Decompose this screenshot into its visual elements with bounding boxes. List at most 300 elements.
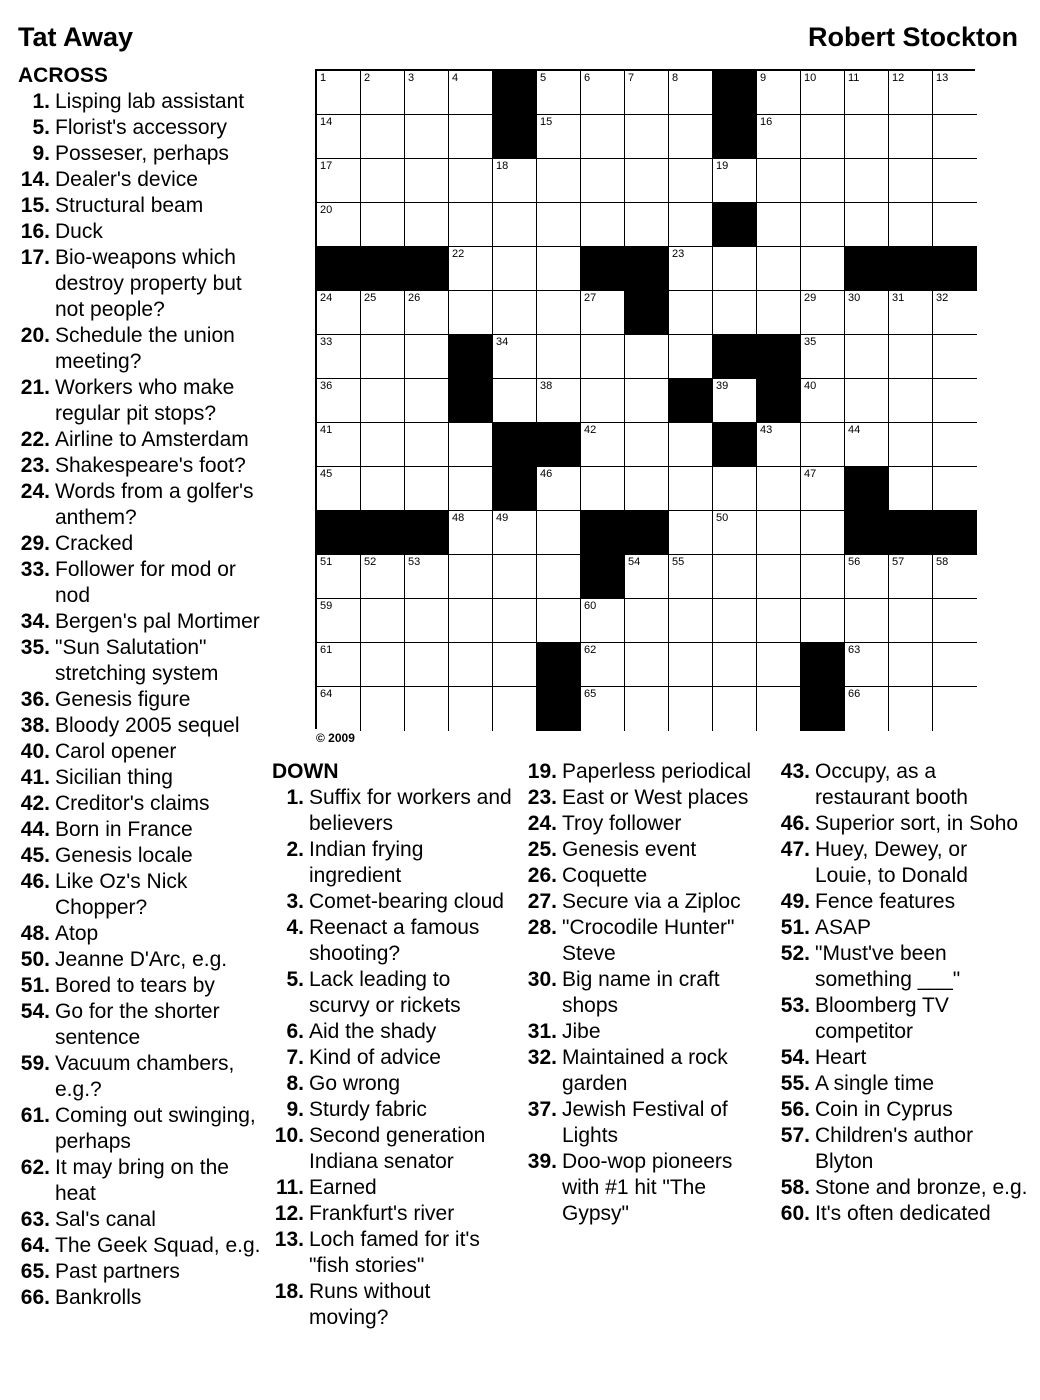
cell-number: 10: [804, 72, 817, 84]
grid-block: [625, 247, 669, 291]
grid-cell[interactable]: [317, 643, 361, 687]
cell-number: 48: [452, 512, 465, 524]
grid-cell[interactable]: [581, 335, 625, 379]
clue-number: 25.: [527, 838, 557, 861]
grid-cell[interactable]: [669, 203, 713, 247]
grid-cell[interactable]: [625, 687, 669, 731]
grid-cell[interactable]: [493, 555, 537, 599]
grid-cell[interactable]: [493, 247, 537, 291]
grid-cell[interactable]: [361, 467, 405, 511]
grid-cell[interactable]: [449, 423, 493, 467]
grid-cell[interactable]: [449, 555, 493, 599]
clue-text: Sal's canal: [55, 1208, 156, 1231]
grid-cell[interactable]: [889, 115, 933, 159]
grid-cell[interactable]: [801, 247, 845, 291]
clue-text: Coming out swinging, perhaps: [55, 1104, 256, 1153]
clue-item: [18, 921, 268, 947]
grid-cell[interactable]: [933, 115, 977, 159]
grid-cell[interactable]: [801, 335, 845, 379]
grid-cell[interactable]: [405, 203, 449, 247]
grid-block: [493, 423, 537, 467]
grid-cell[interactable]: [933, 687, 977, 731]
clue-number: 49.: [780, 890, 810, 913]
clue-number: 50.: [20, 948, 50, 971]
clue-number: 27.: [527, 890, 557, 913]
grid-cell[interactable]: [889, 599, 933, 643]
clue-item: [18, 609, 268, 635]
grid-cell[interactable]: [537, 115, 581, 159]
grid-cell[interactable]: [405, 291, 449, 335]
clue-text: Atop: [55, 922, 99, 945]
grid-cell[interactable]: [845, 203, 889, 247]
grid-cell[interactable]: [581, 643, 625, 687]
grid-cell[interactable]: [757, 247, 801, 291]
cell-number: 39: [716, 380, 729, 392]
clue-number: 26.: [527, 864, 557, 887]
clue-text: Jewish Festival of Lights: [562, 1098, 728, 1147]
clue-number: 53.: [780, 994, 810, 1017]
clue-text: Sturdy fabric: [309, 1098, 427, 1121]
grid-cell[interactable]: [757, 159, 801, 203]
grid-cell[interactable]: [361, 335, 405, 379]
clue-number: 38.: [20, 714, 50, 737]
grid-cell[interactable]: [889, 291, 933, 335]
grid-cell[interactable]: [493, 643, 537, 687]
clue-text: Fence features: [815, 890, 956, 913]
grid-cell[interactable]: [625, 71, 669, 115]
grid-cell[interactable]: [757, 291, 801, 335]
grid-cell[interactable]: [669, 159, 713, 203]
clue-text: Bankrolls: [55, 1286, 142, 1309]
grid-cell[interactable]: [889, 335, 933, 379]
grid-cell[interactable]: [801, 203, 845, 247]
grid-cell[interactable]: [669, 423, 713, 467]
grid-cell[interactable]: [625, 159, 669, 203]
grid-cell[interactable]: [933, 423, 977, 467]
grid-cell[interactable]: [317, 71, 361, 115]
grid-cell[interactable]: [581, 203, 625, 247]
grid-cell[interactable]: [493, 379, 537, 423]
grid-cell[interactable]: [449, 687, 493, 731]
grid-cell[interactable]: [933, 643, 977, 687]
grid-block: [493, 115, 537, 159]
grid-cell[interactable]: [669, 335, 713, 379]
grid-cell[interactable]: [317, 555, 361, 599]
grid-cell[interactable]: [449, 247, 493, 291]
grid-cell[interactable]: [449, 643, 493, 687]
grid-cell[interactable]: [581, 379, 625, 423]
clue-number: 3.: [286, 890, 304, 913]
grid-cell[interactable]: [889, 379, 933, 423]
grid-cell[interactable]: [889, 467, 933, 511]
grid-cell[interactable]: [625, 599, 669, 643]
clue-item: [18, 1155, 268, 1207]
grid-cell[interactable]: [713, 467, 757, 511]
grid-cell[interactable]: [581, 159, 625, 203]
grid-cell[interactable]: [449, 203, 493, 247]
grid-cell[interactable]: [757, 203, 801, 247]
grid-cell[interactable]: [537, 203, 581, 247]
grid-cell[interactable]: [581, 467, 625, 511]
grid-cell[interactable]: [361, 115, 405, 159]
grid-cell[interactable]: [581, 687, 625, 731]
clue-number: 44.: [20, 818, 50, 841]
grid-cell[interactable]: [757, 555, 801, 599]
grid-cell[interactable]: [889, 203, 933, 247]
clue-number: 62.: [20, 1156, 50, 1179]
clue-item: [525, 811, 775, 837]
clue-item: [778, 837, 1028, 889]
grid-cell[interactable]: [669, 467, 713, 511]
grid-cell[interactable]: [581, 115, 625, 159]
clue-item: [525, 915, 775, 967]
clue-number: 10.: [274, 1124, 304, 1147]
cell-number: 32: [936, 292, 949, 304]
grid-cell[interactable]: [801, 423, 845, 467]
clue-item: [18, 167, 268, 193]
grid-cell[interactable]: [713, 159, 757, 203]
clue-text: "Must've been something ___": [815, 942, 961, 991]
clue-number: 41.: [20, 766, 50, 789]
grid-cell[interactable]: [537, 247, 581, 291]
grid-cell[interactable]: [845, 643, 889, 687]
clue-text: Earned: [309, 1176, 377, 1199]
grid-cell[interactable]: [669, 71, 713, 115]
clue-number: 11.: [275, 1176, 304, 1199]
clue-number: 60.: [780, 1202, 810, 1225]
grid-cell[interactable]: [537, 71, 581, 115]
grid-cell[interactable]: [845, 423, 889, 467]
grid-cell[interactable]: [493, 599, 537, 643]
grid-cell[interactable]: [361, 423, 405, 467]
clue-item: [272, 1045, 512, 1071]
grid-cell[interactable]: [361, 203, 405, 247]
grid-cell[interactable]: [757, 71, 801, 115]
clue-number: 33.: [20, 558, 50, 581]
grid-cell[interactable]: [405, 159, 449, 203]
grid-cell[interactable]: [669, 555, 713, 599]
grid-cell[interactable]: [713, 599, 757, 643]
grid-cell[interactable]: [625, 203, 669, 247]
grid-cell[interactable]: [669, 599, 713, 643]
clue-item: [778, 811, 1028, 837]
clue-text: Shakespeare's foot?: [55, 454, 246, 477]
clue-text: Loch famed for it's "fish stories": [309, 1228, 480, 1277]
grid-cell[interactable]: [669, 643, 713, 687]
grid-cell[interactable]: [757, 115, 801, 159]
grid-cell[interactable]: [581, 599, 625, 643]
grid-cell[interactable]: [801, 159, 845, 203]
cell-number: 11: [848, 72, 860, 84]
grid-cell[interactable]: [493, 203, 537, 247]
grid-cell[interactable]: [933, 159, 977, 203]
clue-text: Paperless periodical: [562, 760, 752, 783]
grid-cell[interactable]: [801, 71, 845, 115]
grid-cell[interactable]: [933, 335, 977, 379]
grid-cell[interactable]: [581, 423, 625, 467]
grid-cell[interactable]: [845, 115, 889, 159]
grid-cell[interactable]: [405, 555, 449, 599]
grid-cell[interactable]: [361, 599, 405, 643]
grid-cell[interactable]: [317, 203, 361, 247]
grid-cell[interactable]: [713, 555, 757, 599]
grid-cell[interactable]: [933, 467, 977, 511]
clue-number: 59.: [20, 1052, 50, 1075]
grid-cell[interactable]: [581, 71, 625, 115]
grid-cell[interactable]: [669, 511, 713, 555]
grid-cell[interactable]: [317, 379, 361, 423]
clue-item: [272, 967, 512, 1019]
grid-cell[interactable]: [405, 643, 449, 687]
grid-cell[interactable]: [317, 291, 361, 335]
grid-cell[interactable]: [757, 687, 801, 731]
grid-block: [625, 511, 669, 555]
cell-number: 36: [320, 380, 333, 392]
clue-item: [18, 765, 268, 791]
clue-text: Structural beam: [55, 194, 204, 217]
clue-number: 21.: [20, 376, 50, 399]
cell-number: 61: [320, 644, 333, 656]
clue-item: [18, 323, 268, 375]
clue-number: 5.: [286, 968, 304, 991]
grid-cell[interactable]: [317, 159, 361, 203]
cell-number: 34: [496, 336, 509, 348]
clue-item: [18, 1285, 268, 1311]
grid-block: [889, 247, 933, 291]
grid-block: [669, 379, 713, 423]
clue-text: The Geek Squad, e.g.: [55, 1234, 261, 1257]
grid-cell[interactable]: [537, 555, 581, 599]
clue-item: [778, 1201, 1028, 1227]
grid-cell[interactable]: [933, 71, 977, 115]
clue-item: [272, 837, 512, 889]
clue-text: Genesis locale: [55, 844, 193, 867]
grid-cell[interactable]: [317, 467, 361, 511]
grid-cell[interactable]: [317, 115, 361, 159]
grid-cell[interactable]: [713, 379, 757, 423]
grid-cell[interactable]: [757, 467, 801, 511]
grid-cell[interactable]: [889, 555, 933, 599]
cell-number: 45: [320, 468, 333, 480]
clue-text: Children's author Blyton: [815, 1124, 974, 1173]
grid-cell[interactable]: [537, 291, 581, 335]
grid-cell[interactable]: [933, 599, 977, 643]
grid-cell[interactable]: [845, 379, 889, 423]
clue-item: [18, 557, 268, 609]
clue-item: [18, 479, 268, 531]
grid-cell[interactable]: [317, 687, 361, 731]
grid-cell[interactable]: [801, 599, 845, 643]
clue-text: Bloody 2005 sequel: [55, 714, 240, 737]
grid-cell[interactable]: [361, 159, 405, 203]
clue-number: 43.: [780, 760, 810, 783]
grid-cell[interactable]: [493, 687, 537, 731]
cell-number: 14: [320, 116, 333, 128]
grid-cell[interactable]: [537, 599, 581, 643]
grid-cell[interactable]: [757, 643, 801, 687]
grid-cell[interactable]: [581, 291, 625, 335]
cell-number: 13: [936, 72, 949, 84]
clue-item: [18, 141, 268, 167]
grid-cell[interactable]: [801, 511, 845, 555]
grid-cell[interactable]: [757, 423, 801, 467]
grid-cell[interactable]: [405, 335, 449, 379]
grid-cell[interactable]: [405, 467, 449, 511]
grid-block: [845, 467, 889, 511]
grid-cell[interactable]: [933, 555, 977, 599]
clue-item: [272, 1175, 512, 1201]
grid-cell[interactable]: [361, 379, 405, 423]
clue-number: 12.: [274, 1202, 304, 1225]
grid-cell[interactable]: [625, 115, 669, 159]
grid-cell[interactable]: [669, 291, 713, 335]
clue-item: [18, 1259, 268, 1285]
grid-cell[interactable]: [669, 247, 713, 291]
grid-cell[interactable]: [493, 511, 537, 555]
grid-block: [713, 203, 757, 247]
grid-cell[interactable]: [713, 291, 757, 335]
grid-block: [537, 423, 581, 467]
grid-cell[interactable]: [669, 687, 713, 731]
grid-cell[interactable]: [405, 71, 449, 115]
grid-cell[interactable]: [405, 599, 449, 643]
clue-number: 5.: [32, 116, 50, 139]
cell-number: 42: [584, 424, 597, 436]
clue-number: 46.: [20, 870, 50, 893]
clue-text: Lisping lab assistant: [55, 90, 245, 113]
grid-cell[interactable]: [801, 291, 845, 335]
grid-cell[interactable]: [889, 423, 933, 467]
grid-cell[interactable]: [845, 71, 889, 115]
grid-cell[interactable]: [933, 291, 977, 335]
clue-item: [272, 1279, 512, 1331]
grid-cell[interactable]: [757, 511, 801, 555]
grid-cell[interactable]: [405, 687, 449, 731]
grid-cell[interactable]: [801, 467, 845, 511]
grid-cell[interactable]: [361, 71, 405, 115]
clue-item: [18, 219, 268, 245]
grid-cell[interactable]: [449, 115, 493, 159]
grid-cell[interactable]: [405, 423, 449, 467]
grid-cell[interactable]: [361, 643, 405, 687]
cell-number: 54: [628, 556, 641, 568]
grid-cell[interactable]: [713, 643, 757, 687]
clue-text: Maintained a rock garden: [562, 1046, 728, 1095]
clue-text: Reenact a famous shooting?: [309, 916, 480, 965]
grid-cell[interactable]: [933, 379, 977, 423]
clue-number: 58.: [780, 1176, 810, 1199]
grid-cell[interactable]: [625, 467, 669, 511]
clue-text: Aid the shady: [309, 1020, 437, 1043]
clue-text: Go wrong: [309, 1072, 401, 1095]
grid-cell[interactable]: [713, 687, 757, 731]
clue-number: 57.: [780, 1124, 810, 1147]
grid-cell[interactable]: [713, 247, 757, 291]
clue-number: 20.: [20, 324, 50, 347]
grid-cell[interactable]: [317, 335, 361, 379]
clue-number: 28.: [527, 916, 557, 939]
cell-number: 30: [848, 292, 861, 304]
grid-cell[interactable]: [625, 643, 669, 687]
grid-cell[interactable]: [845, 159, 889, 203]
clue-text: Follower for mod or nod: [55, 558, 236, 607]
grid-cell[interactable]: [405, 379, 449, 423]
grid-cell[interactable]: [845, 599, 889, 643]
grid-cell[interactable]: [449, 511, 493, 555]
grid-cell[interactable]: [801, 379, 845, 423]
clue-item: [18, 817, 268, 843]
grid-cell[interactable]: [537, 159, 581, 203]
grid-cell[interactable]: [493, 291, 537, 335]
grid-cell[interactable]: [317, 423, 361, 467]
clue-number: 4.: [286, 916, 304, 939]
clue-number: 54.: [780, 1046, 810, 1069]
grid-cell[interactable]: [493, 159, 537, 203]
grid-cell[interactable]: [845, 335, 889, 379]
grid-cell[interactable]: [361, 687, 405, 731]
grid-cell[interactable]: [537, 335, 581, 379]
cell-number: 18: [496, 160, 509, 172]
grid-cell[interactable]: [361, 555, 405, 599]
clue-text: Suffix for workers and believers: [309, 786, 512, 835]
grid-cell[interactable]: [801, 115, 845, 159]
grid-cell[interactable]: [449, 71, 493, 115]
grid-block: [933, 247, 977, 291]
clue-item: [18, 687, 268, 713]
grid-cell[interactable]: [537, 379, 581, 423]
grid-cell[interactable]: [449, 599, 493, 643]
grid-cell[interactable]: [317, 599, 361, 643]
grid-cell[interactable]: [449, 467, 493, 511]
clue-number: 42.: [20, 792, 50, 815]
grid-cell[interactable]: [625, 335, 669, 379]
clue-text: Kind of advice: [309, 1046, 441, 1069]
grid-cell[interactable]: [669, 115, 713, 159]
grid-cell[interactable]: [449, 159, 493, 203]
grid-cell[interactable]: [889, 71, 933, 115]
grid-cell[interactable]: [889, 159, 933, 203]
clue-text: Superior sort, in Soho: [815, 812, 1019, 835]
grid-cell[interactable]: [845, 687, 889, 731]
grid-cell[interactable]: [625, 379, 669, 423]
grid-cell[interactable]: [625, 555, 669, 599]
grid-cell[interactable]: [757, 599, 801, 643]
clue-number: 23.: [527, 786, 557, 809]
grid-cell[interactable]: [933, 203, 977, 247]
clue-text: Posseser, perhaps: [55, 142, 229, 165]
clue-item: [778, 915, 1028, 941]
grid-cell[interactable]: [889, 687, 933, 731]
grid-cell[interactable]: [845, 555, 889, 599]
clue-item: [272, 915, 512, 967]
grid-cell[interactable]: [537, 511, 581, 555]
grid-cell[interactable]: [361, 291, 405, 335]
grid-cell[interactable]: [537, 467, 581, 511]
grid-cell[interactable]: [493, 335, 537, 379]
grid-cell[interactable]: [625, 423, 669, 467]
clue-item: [18, 947, 268, 973]
clue-item: [525, 863, 775, 889]
clue-number: 30.: [527, 968, 557, 991]
grid-cell[interactable]: [449, 291, 493, 335]
clue-text: Past partners: [55, 1260, 180, 1283]
grid-cell[interactable]: [405, 115, 449, 159]
grid-cell[interactable]: [713, 511, 757, 555]
clue-item: [18, 375, 268, 427]
grid-cell[interactable]: [889, 643, 933, 687]
grid-cell[interactable]: [845, 291, 889, 335]
grid-cell[interactable]: [801, 555, 845, 599]
